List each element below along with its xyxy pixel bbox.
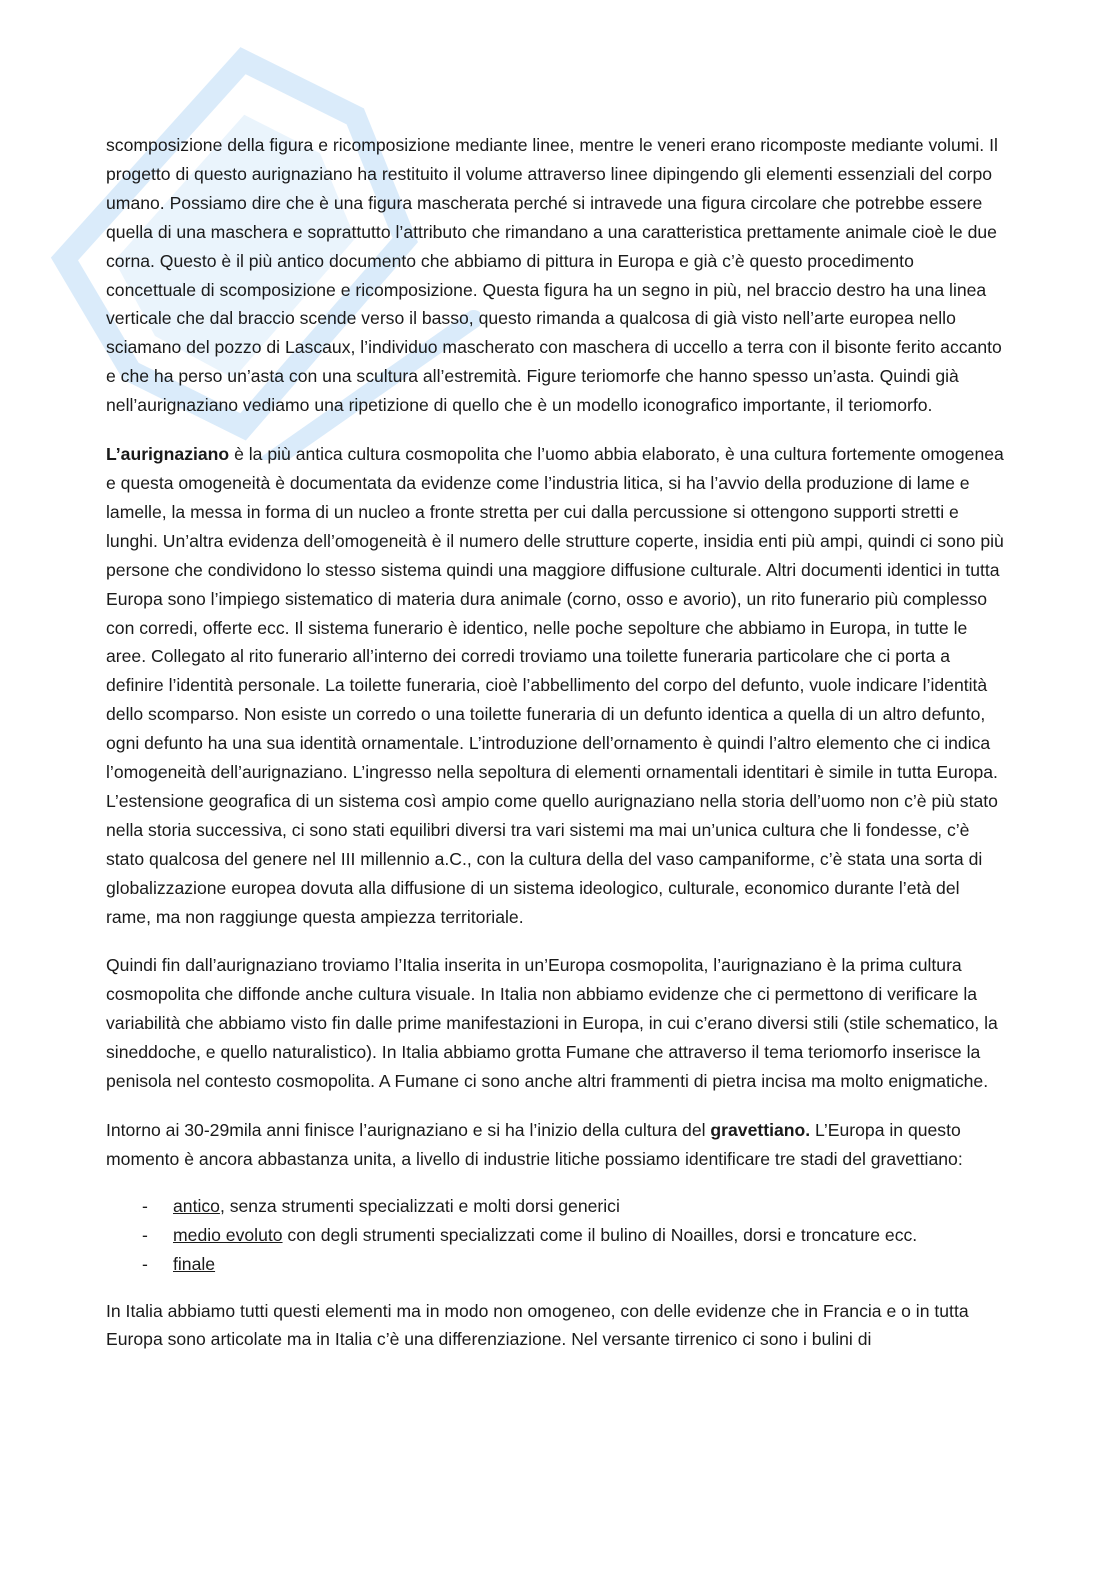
paragraph-gravettiano-end: L’Europa in questo momento è ancora abbastanza unita, a livello di industrie litiche possiamo identificare tre stadi del gravettiano: bbox=[106, 1120, 963, 1169]
paragraph-gravettiano-start: Intorno ai 30-29mila anni finisce l’aurignaziano e si ha l’inizio della cultura del bbox=[106, 1120, 711, 1140]
paragraph-italia-differenziazione: In Italia abbiamo tutti questi elementi ma in modo non omogeneo, con delle evidenze che in Francia e o in tutta Europa sono articolate ma in Italia c’è una differenziazione. Nel versante tirrenico ci sono i bulini di bbox=[106, 1300, 969, 1350]
paragraph-gravettiano bbox=[106, 1116, 1006, 1174]
stage-description: , senza strumenti specializzati e molti dorsi generici bbox=[219, 1195, 620, 1216]
stage-term: antico bbox=[173, 1195, 220, 1216]
stage-term: medio evoluto bbox=[173, 1224, 283, 1245]
term-gravettiano: gravettiano. bbox=[710, 1120, 811, 1140]
paragraph-aurignaziano-text: è la più antica cultura cosmopolita che l’uomo abbia elaborato, è una cultura fortemente omogenea e questa omogeneità è documentata da evidenze come l’industria litica, si ha l’avvio della produzione di lame e lamelle, la messa in forma di un nucleo a fronte stretta per cui dalla percussione si ottengono supporti stretti e lunghi. Un’altra evidenza dell’omogeneità è il numero delle strutture coperte, insidia enti più ampi, quindi ci sono più persone che condividono lo stesso sistema quindi una maggiore diffusione culturale. Altri documenti identici in tutta Europa sono l’impiego sistematico di materia dura animale (corno, osso e avorio), un rito funerario più complesso con corredi, offerte ecc. Il sistema funerario è identico, nelle poche sepolture che abbiamo in Europa, in tutte le aree. Collegato al rito funerario all’interno dei corredi troviamo una toilette funeraria particolare che ci porta a definire l’identità personale. La toilette funeraria, cioè l’abbellimento del corpo del defunto, vuole indicare l’identità dello scomparso. Non esiste un corredo o una toilette funeraria di un defunto identica a quella di un altro defunto, ogni defunto ha una sua identità ornamentale. L’introduzione dell’ornamento è quindi l’altro elemento che ci indica l’omogeneità dell’aurignaziano. L’ingresso nella sepoltura di elementi ornamentali identitari è simile in tutta Europa. L’estensione geografica di un sistema così ampio come quello aurignaziano nella storia dell’uomo non c’è più stato nella storia successiva, ci sono stati equilibri diversi tra vari sistemi ma mai un’unica cultura che li fondesse, c’è stato qualcosa del genere nel III millennio a.C., con la cultura della del vaso campaniforme, c’è stata una sorta di globalizzazione europea dovuta alla diffusione di un sistema ideologico, culturale, economico durante l’età del rame, ma non raggiunge questa ampiezza territoriale. bbox=[106, 444, 1004, 927]
term-aurignaziano: L’aurignaziano bbox=[106, 444, 230, 465]
paragraph-aurignaziano bbox=[106, 440, 1006, 931]
document-page bbox=[106, 131, 1006, 1354]
list-dash: - bbox=[142, 1224, 148, 1245]
list-dash: - bbox=[142, 1253, 148, 1274]
stage-term: finale bbox=[173, 1253, 216, 1274]
paragraph-italia-cosmopolita: Quindi fin dall’aurignaziano troviamo l’Italia inserita in un’Europa cosmopolita, l’aurignaziano è la prima cultura cosmopolita che diffonde anche cultura visuale. In Italia non abbiamo evidenze che ci permettono di verificare la variabilità che abbiamo visto fin dalle prime manifestazioni in Europa, in cui c’erano diversi stili (stile schematico, la sineddoche, e quello naturalistico). In Italia abbiamo grotta Fumane che attraverso il tema teriomorfo inserisce la penisola nel contesto cosmopolita. A Fumane ci sono anche altri frammenti di pietra incisa ma molto enigmatiche. bbox=[106, 955, 998, 1092]
list-item bbox=[106, 1192, 1006, 1221]
list-item bbox=[106, 1250, 1006, 1279]
stage-description: con degli strumenti specializzati come il bulino di Noailles, dorsi e troncature ecc. bbox=[282, 1224, 918, 1245]
list-item bbox=[106, 1221, 1006, 1250]
paragraph-teriomorfo: scomposizione della figura e ricomposizione mediante linee, mentre le veneri erano ricomposte mediante volumi. Il progetto di questo aurignaziano ha restituito il volume attraverso linee dipingendo gli elementi essenziali del corpo umano. Possiamo dire che è una figura mascherata perché si intravede una figura circolare che potrebbe essere quella di una maschera e soprattutto l’attributo che rimandano a una caratteristica prettamente animale cioè le due corna. Questo è il più antico documento che abbiamo di pittura in Europa e già c’è questo procedimento concettuale di scomposizione e ricomposizione. Questa figura ha un segno in più, nel braccio destro ha una linea verticale che dal braccio scende verso il basso, questo rimanda a qualcosa di già visto nell’arte europea nello sciamano del pozzo di Lascaux, l’individuo mascherato con maschera di uccello a terra con il bisonte ferito accanto e che ha perso un’asta con una scultura all’estremità. Figure teriomorfe che hanno spesso un’asta. Quindi già nell’aurignaziano vediamo una ripetizione di quello che è un modello iconografico importante, il teriomorfo. bbox=[106, 135, 1002, 416]
gravettiano-stages-list bbox=[106, 1192, 1006, 1279]
list-dash: - bbox=[142, 1195, 148, 1216]
